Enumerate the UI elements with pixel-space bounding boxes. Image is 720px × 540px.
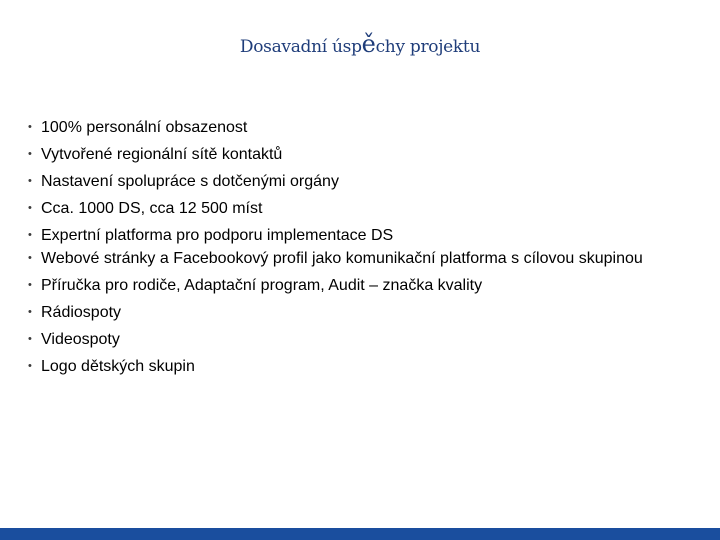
bullet-dot-icon: •: [28, 306, 32, 318]
bullet-item: [28, 276, 688, 295]
bullet-item: [28, 226, 688, 245]
bullet-item: [28, 330, 688, 349]
bullet-text: Logo dětských skupin: [41, 358, 195, 375]
bullet-text: 100% personální obsazenost: [41, 119, 248, 136]
bullet-item: [28, 303, 688, 322]
bullet-item: [28, 172, 688, 191]
bullet-text: Expertní platforma pro podporu implementace DS: [41, 227, 394, 244]
slide-title-part-1: Dosavadní úsp: [239, 37, 362, 57]
bullet-dot-icon: •: [28, 121, 32, 133]
bullet-text: Příručka pro rodiče, Adaptační program, Audit – značka kvality: [41, 277, 483, 294]
bullet-text: Rádiospoty: [41, 304, 122, 321]
bullet-text: Cca. 1000 DS, cca 12 500 míst: [41, 200, 263, 217]
slide-title: [0, 30, 720, 58]
bullet-item: [28, 145, 688, 164]
bullet-list: [28, 118, 688, 384]
bullet-dot-icon: •: [28, 202, 32, 214]
bullet-item: [28, 118, 688, 137]
bullet-text: Videospoty: [41, 331, 120, 348]
bullet-dot-icon: •: [28, 148, 32, 160]
slide-title-part-2: ě: [361, 30, 376, 58]
bullet-dot-icon: •: [28, 229, 32, 241]
bullet-text: Nastavení spolupráce s dotčenými orgány: [41, 173, 339, 190]
bullet-item: [28, 199, 688, 218]
bullet-dot-icon: •: [28, 333, 32, 345]
footer-bar: [0, 528, 720, 540]
bullet-dot-icon: •: [28, 175, 32, 187]
bullet-dot-icon: •: [28, 252, 32, 264]
bullet-dot-icon: •: [28, 279, 32, 291]
bullet-text: Vytvořené regionální sítě kontaktů: [41, 146, 283, 163]
bullet-text: Webové stránky a Facebookový profil jako komunikační platforma s cílovou skupinou: [41, 250, 643, 267]
bullet-item: [28, 357, 688, 376]
slide-title-part-3: chy projektu: [375, 37, 481, 57]
bullet-item: [28, 249, 688, 268]
bullet-dot-icon: •: [28, 360, 32, 372]
